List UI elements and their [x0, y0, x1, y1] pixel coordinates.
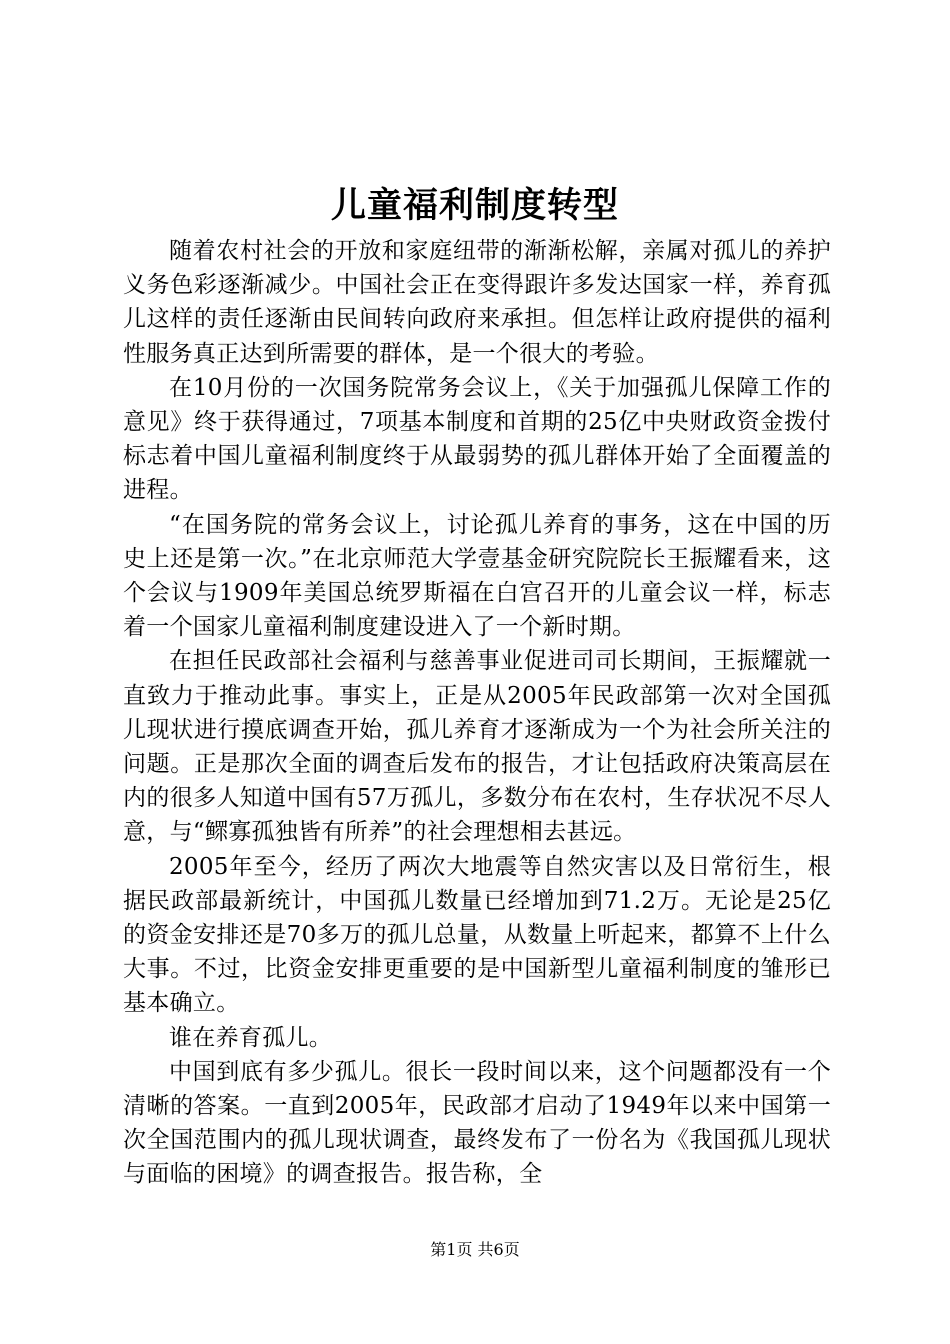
document-body	[123, 234, 831, 1192]
paragraph: 随着农村社会的开放和家庭纽带的渐渐松解，亲属对孤儿的养护义务色彩逐渐减少。中国社会正在变得跟许多发达国家一样，养育孤儿这样的责任逐渐由民间转向政府来承担。但怎样让政府提供的福利性服务真正达到所需要的群体，是一个很大的考验。	[123, 238, 831, 367]
page-number-footer: 第1页 共6页	[430, 1240, 520, 1259]
paragraph: “在国务院的常务会议上，讨论孤儿养育的事务，这在中国的历史上还是第一次。”在北京师范大学壹基金研究院院长王振耀看来，这个会议与1909年美国总统罗斯福在白宫召开的儿童会议一样，标志着一个国家儿童福利制度建设进入了一个新时期。	[123, 511, 831, 641]
paragraph: 在担任民政部社会福利与慈善事业促进司司长期间，王振耀就一直致力于推动此事。事实上，正是从2005年民政部第一次对全国孤儿现状进行摸底调查开始，孤儿养育才逐渐成为一个为社会所关注的问题。正是那次全面的调查后发布的报告，才让包括政府决策高层在内的很多人知道中国有57万孤儿，多数分布在农村，生存状况不尽人意，与“鳏寡孤独皆有所养”的社会理想相去甚远。	[123, 648, 831, 846]
document-title: 儿童福利制度转型	[330, 186, 619, 226]
paragraph: 在10月份的一次国务院常务会议上，《关于加强孤儿保障工作的意见》终于获得通过，7项基本制度和首期的25亿中央财政资金拨付标志着中国儿童福利制度终于从最弱势的孤儿群体开始了全面覆盖的进程。	[123, 374, 831, 504]
paragraph: 2005年至今，经历了两次大地震等自然灾害以及日常衍生，根据民政部最新统计，中国孤儿数量已经增加到71.2万。无论是25亿的资金安排还是70多万的孤儿总量，从数量上听起来，都算不上什么大事。不过，比资金安排更重要的是中国新型儿童福利制度的雏形已基本确立。	[123, 853, 831, 1017]
section-heading: 谁在养育孤儿。	[169, 1024, 333, 1051]
paragraph: 中国到底有多少孤儿。很长一段时间以来，这个问题都没有一个清晰的答案。一直到2005年，民政部才启动了1949年以来中国第一次全国范围内的孤儿现状调查，最终发布了一份名为《我国孤儿现状与面临的困境》的调查报告。报告称，全	[123, 1058, 831, 1188]
